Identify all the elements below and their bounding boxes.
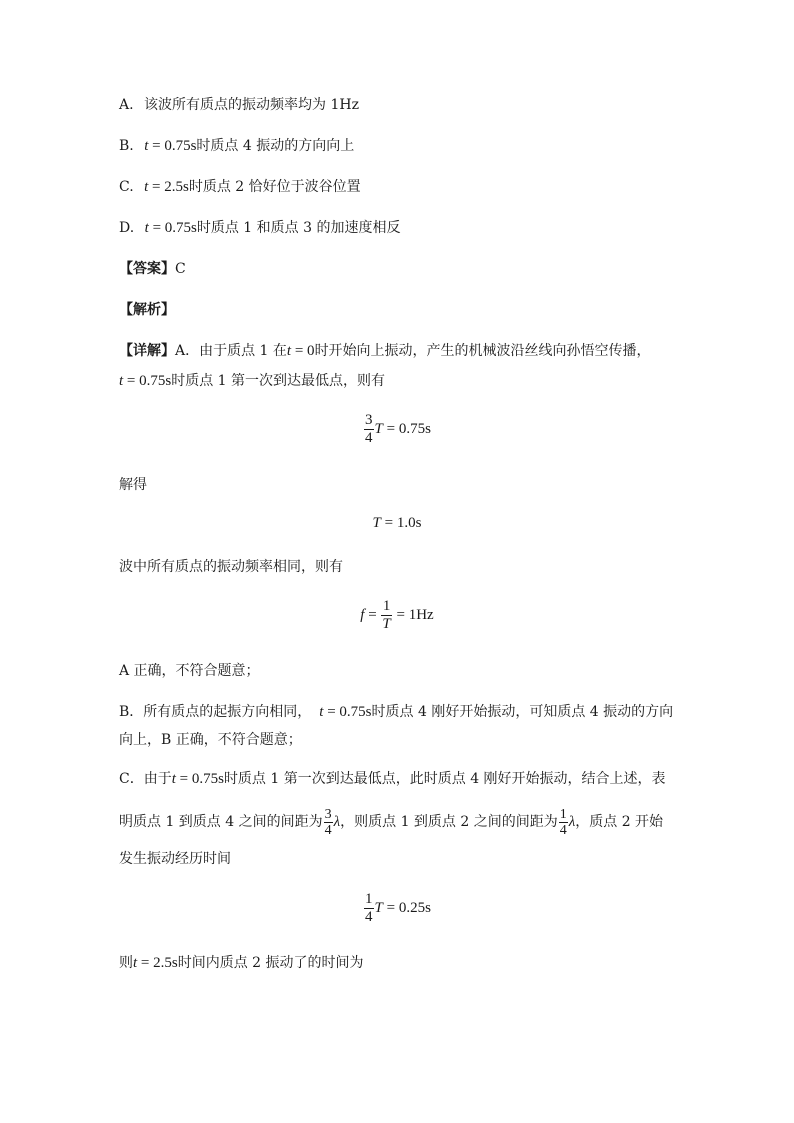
equation-frequency: f = $\frac{1}{T}$ = 1Hz xyxy=(360,598,434,632)
time-value: = 2.5s xyxy=(148,179,189,195)
option-letter: B. xyxy=(119,138,134,154)
answer-label: 【答案】 xyxy=(119,261,175,277)
time-value: = 0.75s xyxy=(148,220,197,236)
option-letter: D. xyxy=(119,220,135,236)
option-b xyxy=(119,136,354,156)
detail-a-line-2: t = 0.75s时质点 1 第一次到达最低点，则有 xyxy=(119,373,386,389)
time-variable: t xyxy=(144,138,149,154)
detail-label: 【详解】 xyxy=(119,343,175,359)
detail-a-line-1: 【详解】A．由于质点 1 在t = 0时开始向上振动，产生的机械波沿丝线向孙悟空传播， xyxy=(119,343,651,359)
analysis-label: 【解析】 xyxy=(119,302,175,318)
option-d xyxy=(119,218,400,238)
detail-c-line-2: 明质点 1 到质点 4 之间的间距为 $\frac{3}{4}$ λ，则质点 1 到质点 2 之间的间距为 $\frac{1}{4}$ λ，质点 2 开始 xyxy=(119,806,664,838)
detail-c-line-3: 发生振动经历时间 xyxy=(119,851,231,867)
equation-period-result: T = 1.0s xyxy=(372,515,422,531)
detail-c-line-4: 则t = 2.5s时间内质点 2 振动了的时间为 xyxy=(119,955,364,971)
time-variable: t xyxy=(144,179,149,195)
equation-period: $\frac{3}{4}$ T = 0.75s xyxy=(365,412,431,446)
detail-b-line-1: B．所有质点的起振方向相同， t = 0.75s时质点 4 刚好开始振动，可知质点 4 振动的方向 xyxy=(119,704,674,720)
fraction: $\frac{1}{T}$ xyxy=(382,598,391,632)
time-value: = 0.75s xyxy=(148,138,197,154)
detail-c-line-1: C．由于t = 0.75s时质点 1 第一次到达最低点，此时质点 4 刚好开始振动，结合上述，表 xyxy=(119,771,666,787)
fraction: $\frac{1}{4}$ xyxy=(559,806,567,838)
frequency-text: 波中所有质点的振动频率相同，则有 xyxy=(119,559,343,575)
answer-line xyxy=(119,259,186,279)
option-letter: A. xyxy=(119,97,134,113)
option-a xyxy=(119,95,359,115)
fraction: $\frac{3}{4}$ xyxy=(365,412,373,446)
option-text: 时质点 1 和质点 3 的加速度相反 xyxy=(196,220,401,236)
option-letter: C. xyxy=(119,179,134,195)
option-text: 时质点 4 振动的方向向上 xyxy=(196,138,355,154)
solve-text: 解得 xyxy=(119,477,147,493)
time-variable: t xyxy=(144,220,149,236)
option-text: 该波所有质点的振动频率均为 1Hz xyxy=(144,97,359,113)
option-c xyxy=(119,177,361,197)
answer-value: C xyxy=(175,261,186,277)
detail-a-conclusion: A 正确，不符合题意； xyxy=(119,663,260,679)
fraction: $\frac{1}{4}$ xyxy=(365,891,373,925)
detail-b-line-2: 向上，B 正确，不符合题意； xyxy=(119,732,302,748)
option-text: 时质点 2 恰好位于波谷位置 xyxy=(188,179,361,195)
equation-quarter-period: $\frac{1}{4}$ T = 0.25s xyxy=(365,891,431,925)
fraction: $\frac{3}{4}$ xyxy=(324,806,332,838)
